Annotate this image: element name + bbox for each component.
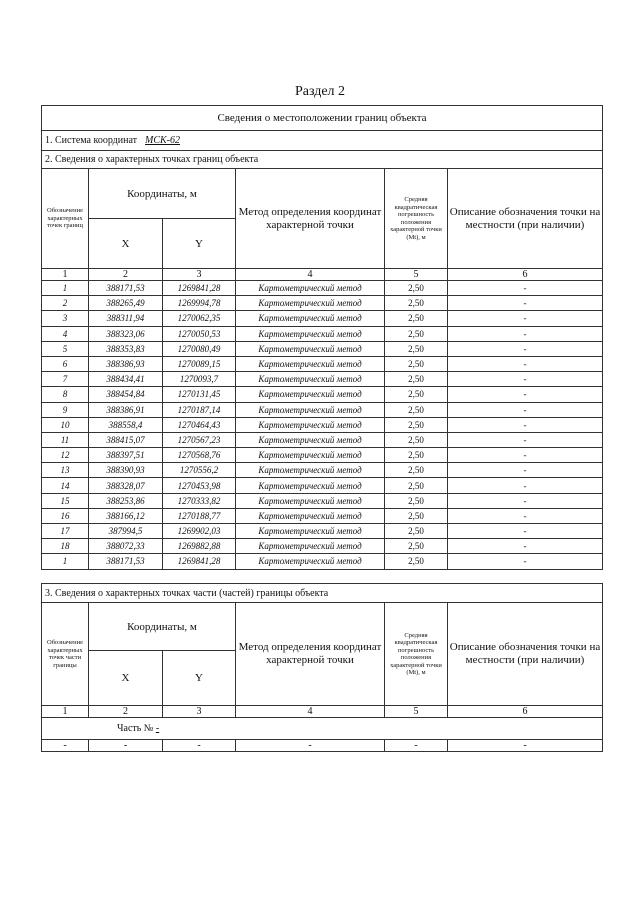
point-id-cell: 4: [42, 326, 89, 341]
table-row: [42, 508, 603, 523]
method-cell: -: [236, 740, 385, 752]
x-cell: -: [89, 740, 163, 752]
description-cell: -: [448, 372, 603, 387]
y-cell: 1270568,76: [163, 448, 236, 463]
x-cell: 388072,33: [89, 539, 163, 554]
point-id-cell: 18: [42, 539, 89, 554]
col-number: 6: [448, 269, 603, 281]
accuracy-cell: 2,50: [385, 402, 448, 417]
y-cell: 1270089,15: [163, 356, 236, 371]
method-cell: Картометрический метод: [236, 524, 385, 539]
point-id-cell: 6: [42, 356, 89, 371]
method-cell: Картометрический метод: [236, 539, 385, 554]
description-cell: -: [448, 402, 603, 417]
part-number-value: -: [155, 723, 160, 734]
accuracy-cell: 2,50: [385, 508, 448, 523]
accuracy-cell: 2,50: [385, 478, 448, 493]
x-cell: 388434,41: [89, 372, 163, 387]
y-cell: 1270131,45: [163, 387, 236, 402]
method-cell: Картометрический метод: [236, 296, 385, 311]
col-number: 4: [236, 706, 385, 718]
point-id-cell: 5: [42, 341, 89, 356]
description-cell: -: [448, 478, 603, 493]
part3-title: 3. Сведения о характерных точках части (частей) границы объекта: [42, 584, 603, 603]
accuracy-cell: 2,50: [385, 524, 448, 539]
table-title: Сведения о местоположении границ объекта: [42, 106, 603, 131]
accuracy-cell: 2,50: [385, 493, 448, 508]
description-cell: -: [448, 448, 603, 463]
description-header: Описание обозначения точки на местности (при наличии): [448, 169, 603, 269]
table-row: [42, 432, 603, 447]
x-cell: 388166,12: [89, 508, 163, 523]
point-id-cell: 8: [42, 387, 89, 402]
method-cell: Картометрический метод: [236, 432, 385, 447]
col-number: 5: [385, 269, 448, 281]
description-cell: -: [448, 417, 603, 432]
description-cell: -: [448, 740, 603, 752]
accuracy-cell: 2,50: [385, 326, 448, 341]
accuracy-cell: 2,50: [385, 341, 448, 356]
point-id-cell: 15: [42, 493, 89, 508]
point-id-cell: 1: [42, 554, 89, 569]
y-cell: 1270188,77: [163, 508, 236, 523]
coords-header: Координаты, м: [89, 603, 236, 651]
column-numbers-row: [42, 706, 603, 718]
description-cell: -: [448, 539, 603, 554]
table-row: [42, 554, 603, 569]
y-cell: 1270567,23: [163, 432, 236, 447]
part2-title: 2. Сведения о характерных точках границ объекта: [42, 151, 603, 169]
description-cell: -: [448, 341, 603, 356]
point-id-cell: 9: [42, 402, 89, 417]
col-number: 4: [236, 269, 385, 281]
table-row: [42, 463, 603, 478]
table-row: [42, 402, 603, 417]
accuracy-cell: 2,50: [385, 463, 448, 478]
x-header: X: [89, 219, 163, 269]
y-cell: 1270464,43: [163, 417, 236, 432]
y-header: Y: [163, 219, 236, 269]
description-cell: -: [448, 281, 603, 296]
col-number: 1: [42, 269, 89, 281]
y-cell: 1270187,14: [163, 402, 236, 417]
part-number-label: Часть №: [117, 723, 154, 734]
accuracy-cell: -: [385, 740, 448, 752]
table-row: [42, 281, 603, 296]
y-cell: 1269902,03: [163, 524, 236, 539]
method-cell: Картометрический метод: [236, 417, 385, 432]
col-number: 2: [89, 269, 163, 281]
accuracy-header: Средняя квадратическая погрешность положения характерной точки (Mt), м: [385, 169, 448, 269]
point-id-cell: 1: [42, 281, 89, 296]
table-row: [42, 740, 603, 752]
point-id-cell: 10: [42, 417, 89, 432]
description-cell: -: [448, 508, 603, 523]
point-id-cell: -: [42, 740, 89, 752]
point-id-cell: 7: [42, 372, 89, 387]
accuracy-cell: 2,50: [385, 432, 448, 447]
x-header: X: [89, 651, 163, 706]
x-cell: 388311,94: [89, 311, 163, 326]
coords-header: Координаты, м: [89, 169, 236, 219]
y-cell: 1270093,7: [163, 372, 236, 387]
method-cell: Картометрический метод: [236, 493, 385, 508]
table-row: [42, 356, 603, 371]
table-row: [42, 524, 603, 539]
coord-system-label: 1. Система координат: [45, 135, 138, 146]
point-id-cell: 14: [42, 478, 89, 493]
table-row: [42, 372, 603, 387]
y-cell: 1270333,82: [163, 493, 236, 508]
point-id-cell: 11: [42, 432, 89, 447]
boundaries-table: [41, 105, 603, 570]
accuracy-cell: 2,50: [385, 372, 448, 387]
x-cell: 388390,93: [89, 463, 163, 478]
x-cell: 388265,49: [89, 296, 163, 311]
col-number: 6: [448, 706, 603, 718]
y-cell: 1270050,53: [163, 326, 236, 341]
x-cell: 388454,84: [89, 387, 163, 402]
description-cell: -: [448, 296, 603, 311]
y-cell: 1269841,28: [163, 281, 236, 296]
accuracy-cell: 2,50: [385, 417, 448, 432]
method-cell: Картометрический метод: [236, 326, 385, 341]
description-cell: -: [448, 311, 603, 326]
x-cell: 388353,83: [89, 341, 163, 356]
method-cell: Картометрический метод: [236, 508, 385, 523]
point-id-cell: 17: [42, 524, 89, 539]
y-cell: 1269841,28: [163, 554, 236, 569]
part-boundaries-table: [41, 583, 603, 752]
point-id-cell: 2: [42, 296, 89, 311]
point-id-header: Обозначение характерных точек границ: [42, 169, 89, 269]
description-header: Описание обозначения точки на местности (при наличии): [448, 603, 603, 706]
accuracy-cell: 2,50: [385, 448, 448, 463]
description-cell: -: [448, 387, 603, 402]
y-header: Y: [163, 651, 236, 706]
table-row: [42, 311, 603, 326]
x-cell: 388323,06: [89, 326, 163, 341]
table-row: [42, 448, 603, 463]
y-cell: 1269882,88: [163, 539, 236, 554]
column-numbers-row: [42, 269, 603, 281]
table-row: [42, 493, 603, 508]
method-cell: Картометрический метод: [236, 554, 385, 569]
table-row: [42, 387, 603, 402]
description-cell: -: [448, 493, 603, 508]
accuracy-cell: 2,50: [385, 356, 448, 371]
description-cell: -: [448, 554, 603, 569]
method-header: Метод определения координат характерной точки: [236, 603, 385, 706]
x-cell: 388415,07: [89, 432, 163, 447]
table-row: [42, 417, 603, 432]
accuracy-cell: 2,50: [385, 539, 448, 554]
description-cell: -: [448, 463, 603, 478]
y-cell: -: [163, 740, 236, 752]
point-id-cell: 13: [42, 463, 89, 478]
table-row: [42, 296, 603, 311]
point-id-cell: 16: [42, 508, 89, 523]
part-number-row: [42, 718, 603, 740]
x-cell: 388558,4: [89, 417, 163, 432]
x-cell: 388386,91: [89, 402, 163, 417]
coord-system-value: МСК-62: [145, 135, 181, 146]
method-cell: Картометрический метод: [236, 311, 385, 326]
table-row: [42, 326, 603, 341]
y-cell: 1270062,35: [163, 311, 236, 326]
description-cell: -: [448, 524, 603, 539]
point-id-header: Обозначение характерных точек части границы: [42, 603, 89, 706]
method-header: Метод определения координат характерной точки: [236, 169, 385, 269]
accuracy-header: Средняя квадратическая погрешность положения характерной точки (Mt), м: [385, 603, 448, 706]
description-cell: -: [448, 356, 603, 371]
col-number: 3: [163, 706, 236, 718]
y-cell: 1270080,49: [163, 341, 236, 356]
col-number: 1: [42, 706, 89, 718]
x-cell: 388386,93: [89, 356, 163, 371]
method-cell: Картометрический метод: [236, 448, 385, 463]
x-cell: 387994,5: [89, 524, 163, 539]
x-cell: 388397,51: [89, 448, 163, 463]
col-number: 2: [89, 706, 163, 718]
col-number: 5: [385, 706, 448, 718]
table-row: [42, 539, 603, 554]
accuracy-cell: 2,50: [385, 296, 448, 311]
y-cell: 1269994,78: [163, 296, 236, 311]
description-cell: -: [448, 326, 603, 341]
method-cell: Картометрический метод: [236, 387, 385, 402]
coord-system-row: [42, 131, 603, 151]
table-row: [42, 478, 603, 493]
accuracy-cell: 2,50: [385, 311, 448, 326]
method-cell: Картометрический метод: [236, 463, 385, 478]
point-id-cell: 12: [42, 448, 89, 463]
accuracy-cell: 2,50: [385, 281, 448, 296]
method-cell: Картометрический метод: [236, 478, 385, 493]
x-cell: 388171,53: [89, 281, 163, 296]
point-id-cell: 3: [42, 311, 89, 326]
accuracy-cell: 2,50: [385, 554, 448, 569]
section-title: Раздел 2: [294, 84, 346, 99]
description-cell: -: [448, 432, 603, 447]
method-cell: Картометрический метод: [236, 372, 385, 387]
method-cell: Картометрический метод: [236, 402, 385, 417]
y-cell: 1270453,98: [163, 478, 236, 493]
method-cell: Картометрический метод: [236, 281, 385, 296]
method-cell: Картометрический метод: [236, 356, 385, 371]
x-cell: 388253,86: [89, 493, 163, 508]
x-cell: 388171,53: [89, 554, 163, 569]
table-row: [42, 341, 603, 356]
col-number: 3: [163, 269, 236, 281]
method-cell: Картометрический метод: [236, 341, 385, 356]
x-cell: 388328,07: [89, 478, 163, 493]
y-cell: 1270556,2: [163, 463, 236, 478]
accuracy-cell: 2,50: [385, 387, 448, 402]
